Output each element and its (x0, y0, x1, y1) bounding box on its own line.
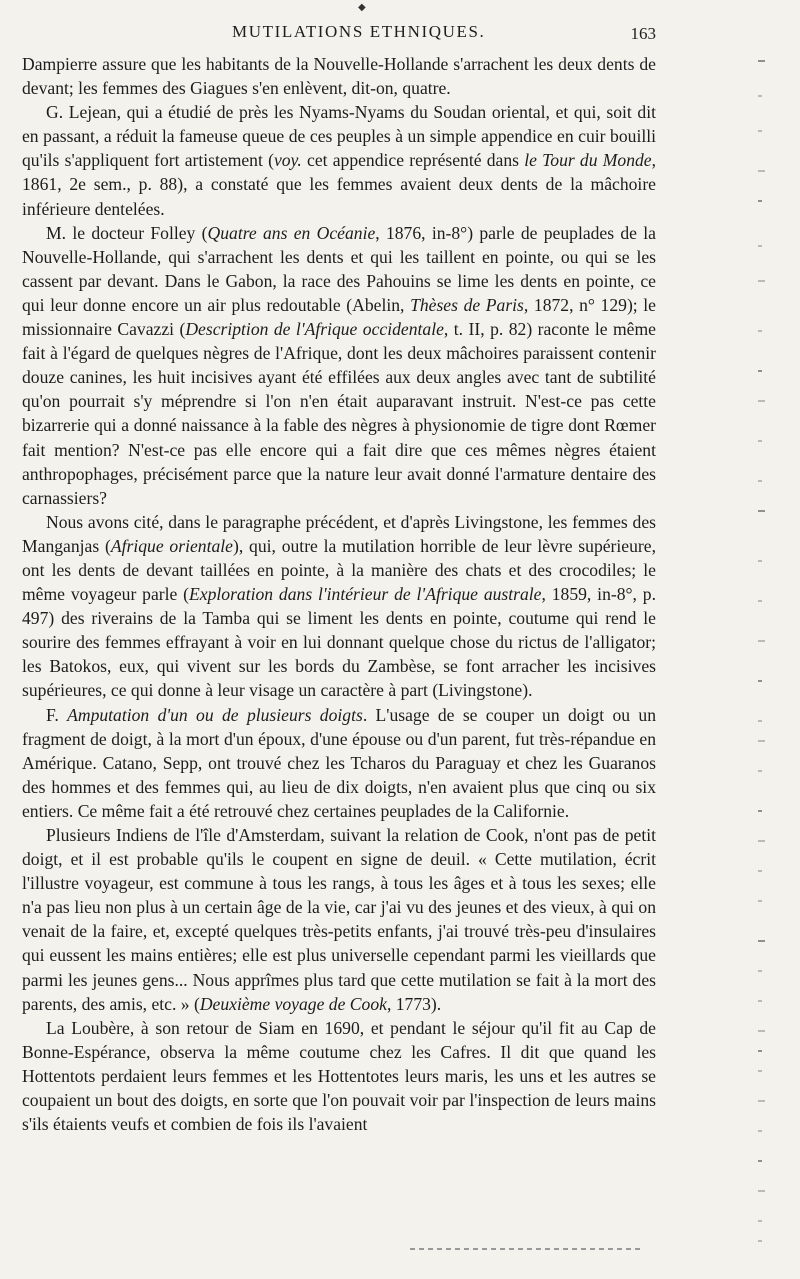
scan-mark (758, 740, 765, 742)
running-title: MUTILATIONS ETHNIQUES. (232, 22, 486, 41)
paragraph-p2 (22, 100, 656, 220)
italic-run: Exploration dans l'intérieur de l'Afrique australe (189, 584, 542, 605)
text-run: , t. II, p. 82) raconte le même fait à l'égard de quelques nègres de l'Afrique, dont les deux mâchoires paraissent contenir douze canines, les huit incisives ayant été effilées aux deux angles avec tant de subtilité qu'on pourrait s'y méprendre si l'on n'en était auparavant instruit. N'est-ce pas cette bizarrerie qui a donné naissance à la fable des nègres à physionomie de tigre dont Rœmer fait mention? N'est-ce pas elle encore qui a fait dire que ces mêmes nègres étaient anthropophages, précisément parce que la nature leur avait donné l'armature dentaire des carnassiers? (22, 319, 656, 508)
scan-mark (758, 1000, 762, 1002)
scan-mark (758, 900, 762, 902)
text-run: ), qui, outre la mutilation horrible de leur lèvre supérieure, ont les dents de devant taillées en pointe, à la manière des chats et des crocodiles; le même voyageur parle ( (22, 535, 656, 605)
scan-mark (758, 1220, 762, 1222)
scan-mark (758, 1070, 762, 1072)
scan-mark (758, 330, 762, 332)
text-run: , 1876, in-8°) parle de peuplades de la Nouvelle-Hollande, qui s'arrachent les dents et qui les taillent en pointe, ou qui se les cassent par devant. Dans le Gabon, la race des Pahouins se lime les dents en pointe, ce qui leur donne encore un air plus redoutable (Abelin, (22, 222, 656, 315)
scan-mark (758, 245, 762, 247)
text-run: F. (46, 704, 68, 725)
scan-mark (758, 480, 762, 482)
paragraph-p7 (22, 1016, 656, 1136)
margin-scan-marks (758, 40, 772, 1270)
paragraph-p5 (22, 703, 656, 823)
scan-mark (758, 95, 762, 97)
book-page (22, 0, 656, 1279)
text-run: M. le docteur Folley ( (46, 222, 208, 243)
paragraph-p3 (22, 221, 656, 510)
text-run: , 1773). (386, 993, 442, 1014)
italic-run: Amputation d'un ou de plusieurs doigts (67, 704, 363, 725)
italic-run: Quatre ans en Océanie (207, 222, 376, 243)
scan-mark (758, 810, 762, 812)
scan-mark (758, 560, 762, 562)
scan-mark (758, 280, 765, 282)
text-run: cet appendice représenté dans (301, 150, 525, 171)
paragraph-p4 (22, 510, 656, 703)
scan-mark (758, 680, 762, 682)
scan-mark (758, 840, 765, 842)
italic-run: Description de l'Afrique occidentale (185, 319, 444, 340)
page-number: 163 (630, 24, 656, 43)
text-run: , 1861, 2e sem., p. 88), a constaté que les femmes avaient deux dents de la mâchoire inférieure dentelées. (22, 150, 656, 219)
scan-mark (758, 940, 765, 942)
italic-run: Thèses de Paris (410, 294, 524, 315)
italic-run: Afrique orientale (110, 535, 233, 556)
scan-mark (758, 720, 762, 722)
scan-mark (758, 440, 762, 442)
scan-mark (758, 400, 765, 402)
scan-mark (758, 870, 762, 872)
text-run: Dampierre assure que les habitants de la Nouvelle-Hollande s'arrachent les deux dents de devant; les femmes des Giagues s'en enlèvent, dit-on, quatre. (22, 54, 656, 99)
scan-mark (758, 170, 765, 172)
scan-mark (758, 1100, 765, 1102)
scan-mark (758, 200, 762, 202)
italic-run: voy. (273, 150, 302, 171)
scan-mark (758, 1240, 762, 1242)
scan-mark (758, 370, 762, 372)
scan-mark (758, 130, 762, 132)
italic-run: Deuxième voyage de Cook (199, 993, 387, 1014)
text-run: La Loubère, à son retour de Siam en 1690, et pendant le séjour qu'il fit au Cap de Bonne-Espérance, observa la même coutume chez les Cafres. Il dit que quand les Hottentots perdaient leurs femmes et les Hottentotes leurs maris, les uns et les autres se coupaient un bout des doigts, en sorte que l'on pouvait voir par l'inspection de leurs mains s'ils étaients veufs et combien de fois ils l'avaient (22, 1017, 656, 1135)
scan-mark (758, 60, 765, 62)
scan-mark (758, 600, 762, 602)
scan-mark (758, 1050, 762, 1052)
scan-mark (758, 640, 765, 642)
running-head (22, 22, 656, 48)
scan-mark (758, 770, 762, 772)
paragraph-p1 (22, 52, 656, 100)
text-run: G. Lejean, qui a étudié de près les Nyams-Nyams du Soudan oriental, et qui, soit dit en passant, a réduit la fameuse queue de ces peuples à un simple appendice en cuir bouilli qu'ils s'appliquent fort artistement ( (22, 102, 656, 171)
text-run: Nous avons cité, dans le paragraphe précédent, et d'après Livingstone, les femmes des Manganjas ( (22, 511, 656, 556)
scan-mark (758, 1130, 762, 1132)
body-text (22, 52, 656, 1136)
text-run: , 1859, in-8°, p. 497) des riverains de la Tamba qui se liment les dents en pointe, coutume qui rend le sourire des femmes effrayant à voir en lui donnant quelque chose du rictus de l'alligator; les Batokos, eux, qui vivent sur les bords du Zambèse, se font arracher les incisives supérieures, ce qui donne à leur visage un caractère à part (Livingstone). (22, 584, 657, 701)
text-run: Plusieurs Indiens de l'île d'Amsterdam, suivant la relation de Cook, n'ont pas de petit doigt, et il est probable qu'ils le coupent en signe de deuil. « Cette mutilation, écrit l'illustre voyageur, est commune à tous les rangs, à tous les âges et à tous les sexes; elle n'a pas lieu non plus à un certain âge de la vie, car j'ai vu des jeunes et des vieux, à qui on venait de la faire, et, excepté quelques très-petits enfants, j'ai trouvé très-peu d'insulaires qui eussent les mains entières; elle est plus universelle cependant parmi les vieillards que parmi les jeunes gens... Nous apprîmes plus tard que cette mutilation se fait à la mort des parents, des amis, etc. » ( (22, 825, 656, 1014)
scan-mark (758, 970, 762, 972)
scan-mark (758, 1190, 765, 1192)
paragraph-p6 (22, 823, 656, 1016)
text-run: . L'usage de se couper un doigt ou un fragment de doigt, à la mort d'un époux, d'une épouse ou d'un parent, fut très-répandue en Amérique. Catano, Sepp, ont trouvé chez les Tcharos du Paraguay et chez les Guaranos des hommes et des femmes qui, au lieu de dix doigts, n'en avaient plus que cinq ou six entiers. Ce même fait a été retrouvé chez certaines peuplades de la Californie. (22, 704, 656, 821)
scan-mark (758, 510, 765, 512)
scan-mark (758, 1160, 762, 1162)
text-run: , 1872, n° 129); le missionnaire Cavazzi ( (22, 294, 656, 340)
bottom-scan-marks (410, 1248, 640, 1250)
ornament-dot: ◆ (358, 2, 366, 13)
italic-run: le Tour du Monde (524, 150, 652, 171)
scan-mark (758, 1030, 765, 1032)
